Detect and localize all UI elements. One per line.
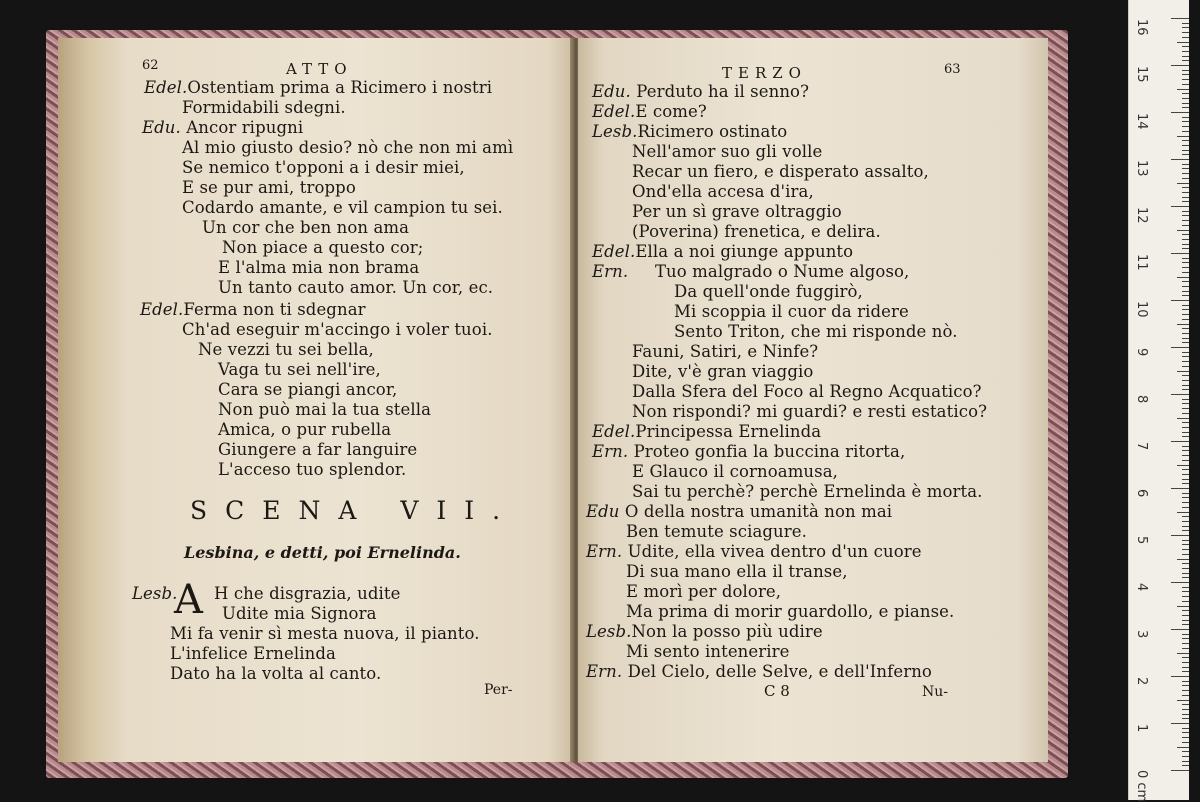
ruler-tick (1182, 267, 1189, 268)
ruler-tick (1182, 173, 1189, 174)
ruler-tick (1177, 136, 1189, 137)
ruler-tick (1182, 145, 1189, 146)
text-line: Di sua mano ella il transe, (626, 562, 848, 581)
ruler-tick (1182, 338, 1189, 339)
left-page-number: 62 (142, 58, 159, 73)
ruler-tick (1182, 432, 1189, 433)
ruler-tick (1182, 201, 1189, 202)
ruler-unit-label: 0 cm (1134, 770, 1149, 802)
text-line: Dite, v'è gran viaggio (632, 362, 814, 381)
ruler-tick (1182, 305, 1189, 306)
text-line: Edel.Principessa Ernelinda (592, 422, 822, 441)
ruler-tick (1182, 563, 1189, 564)
ruler-tick (1182, 244, 1189, 245)
ruler-tick (1182, 436, 1189, 437)
ruler-tick (1182, 667, 1189, 668)
text-line: Edel.Ostentiam prima a Ricimero i nostri (144, 78, 493, 97)
ruler-tick (1182, 258, 1189, 259)
ruler-label: 3 (1134, 630, 1149, 639)
ruler-tick (1182, 51, 1189, 52)
text-line: Non piace a questo cor; (222, 238, 424, 257)
text-line: L'acceso tuo splendor. (218, 460, 407, 479)
text-line: Ond'ella accesa d'ira, (632, 182, 814, 201)
text-line: Edu. Ancor ripugni (142, 118, 304, 137)
ruler-tick (1182, 164, 1189, 165)
text-line: Ern. Tuo malgrado o Nume algoso, (592, 262, 910, 281)
ruler-tick (1182, 389, 1189, 390)
text-line: H che disgrazia, udite (214, 584, 401, 603)
ruler-tick (1182, 549, 1189, 550)
text-line: Per un sì grave oltraggio (632, 202, 842, 221)
text-line: Non può mai la tua stella (218, 400, 432, 419)
left-catchword: Per- (484, 682, 513, 698)
ruler-tick (1177, 183, 1189, 184)
left-page (58, 38, 574, 762)
ruler-tick (1182, 479, 1189, 480)
ruler-label: 4 (1134, 583, 1149, 592)
ruler-tick (1182, 225, 1189, 226)
text-line: Recar un fiero, e disperato assalto, (632, 162, 929, 181)
ruler-tick (1182, 215, 1189, 216)
ruler-tick (1171, 676, 1189, 677)
ruler-tick (1171, 18, 1189, 19)
ruler-tick (1177, 700, 1189, 701)
ruler-tick (1182, 507, 1189, 508)
ruler-tick (1182, 84, 1189, 85)
ruler-tick (1182, 234, 1189, 235)
ruler-tick (1182, 502, 1189, 503)
ruler-tick (1182, 220, 1189, 221)
ruler-tick (1182, 248, 1189, 249)
text-line: Mi scoppia il cuor da ridere (674, 302, 909, 321)
ruler-tick (1182, 27, 1189, 28)
text-line: (Poverina) frenetica, e delira. (632, 222, 881, 241)
ruler-tick (1177, 42, 1189, 43)
ruler-tick (1182, 422, 1189, 423)
ruler-tick (1182, 460, 1189, 461)
ruler-tick (1182, 554, 1189, 555)
ruler-label: 12 (1134, 207, 1149, 224)
ruler-tick (1177, 418, 1189, 419)
ruler-label: 13 (1134, 160, 1149, 177)
ruler-tick (1182, 98, 1189, 99)
text-line: Un cor che ben non ama (202, 218, 410, 237)
text-line: Fauni, Satiri, e Ninfe? (632, 342, 819, 361)
ruler-tick (1182, 314, 1189, 315)
ruler-tick (1182, 732, 1189, 733)
ruler-tick (1182, 761, 1189, 762)
ruler-tick (1182, 742, 1189, 743)
text-line: Edu O della nostra umanità non mai (586, 502, 893, 521)
ruler-tick (1182, 56, 1189, 57)
ruler-tick (1177, 277, 1189, 278)
ruler-tick (1182, 450, 1189, 451)
text-line: Giungere a far languire (218, 440, 418, 459)
ruler-tick (1182, 154, 1189, 155)
ruler-tick (1182, 662, 1189, 663)
ruler-tick (1182, 446, 1189, 447)
ruler-label: 11 (1134, 254, 1149, 271)
right-page-number: 63 (944, 62, 961, 77)
text-line: Edel.Ferma non ti sdegnar (140, 300, 366, 319)
ruler-tick (1182, 751, 1189, 752)
ruler-tick (1182, 596, 1189, 597)
ruler-tick (1182, 530, 1189, 531)
right-running-head: TERZO (722, 64, 807, 82)
ruler-tick (1177, 747, 1189, 748)
ruler-tick (1182, 74, 1189, 75)
ruler-tick (1177, 653, 1189, 654)
ruler-tick (1182, 493, 1189, 494)
text-line: Mi sento intenerire (626, 642, 790, 661)
ruler-tick (1177, 606, 1189, 607)
text-line: Lesb. (132, 584, 178, 603)
ruler-label: 9 (1134, 348, 1149, 357)
ruler-tick (1182, 728, 1189, 729)
text-line: Udite mia Signora (222, 604, 377, 623)
text-line: Sento Triton, che mi risponde nò. (674, 322, 958, 341)
text-line: Formidabili sdegni. (182, 98, 346, 117)
ruler-tick (1182, 178, 1189, 179)
ruler-tick (1182, 756, 1189, 757)
ruler-tick (1171, 65, 1189, 66)
ruler-tick (1182, 709, 1189, 710)
ruler-tick (1182, 286, 1189, 287)
signature-mark: C 8 (764, 682, 790, 700)
text-line: Da quell'onde fuggirò, (674, 282, 863, 301)
ruler-tick (1182, 79, 1189, 80)
ruler-tick (1171, 582, 1189, 583)
text-line: Ben temute sciagure. (626, 522, 807, 541)
ruler-tick (1171, 159, 1189, 160)
text-line: Vaga tu sei nell'ire, (218, 360, 381, 379)
ruler-tick (1182, 408, 1189, 409)
ruler-tick (1182, 366, 1189, 367)
ruler-tick (1182, 601, 1189, 602)
text-line: Codardo amante, e vil campion tu sei. (182, 198, 503, 217)
ruler-label: 1 (1134, 724, 1149, 733)
ruler-tick (1171, 394, 1189, 395)
ruler-tick (1182, 568, 1189, 569)
text-line: Lesb.Ricimero ostinato (592, 122, 788, 141)
ruler-tick (1177, 371, 1189, 372)
text-line: Ne vezzi tu sei bella, (198, 340, 374, 359)
ruler-tick (1182, 385, 1189, 386)
ruler-tick (1182, 140, 1189, 141)
text-line: Edel.Ella a noi giunge appunto (592, 242, 854, 261)
scene-cast: Lesbina, e detti, poi Ernelinda. (184, 543, 461, 562)
ruler-tick (1182, 718, 1189, 719)
ruler-tick (1182, 352, 1189, 353)
text-line: Ch'ad eseguir m'accingo i voler tuoi. (182, 320, 493, 339)
text-line: Dato ha la volta al canto. (170, 664, 382, 683)
ruler-tick (1171, 300, 1189, 301)
ruler-tick (1182, 634, 1189, 635)
ruler-tick (1182, 187, 1189, 188)
ruler-tick (1182, 197, 1189, 198)
text-line: Mi fa venir sì mesta nuova, il pianto. (170, 624, 480, 643)
ruler-tick (1182, 544, 1189, 545)
ruler-tick (1171, 206, 1189, 207)
ruler-label: 15 (1134, 66, 1149, 83)
ruler-tick (1182, 573, 1189, 574)
ruler-tick (1182, 577, 1189, 578)
ruler-tick (1182, 333, 1189, 334)
ruler-tick (1182, 427, 1189, 428)
text-line: Cara se piangi ancor, (218, 380, 398, 399)
ruler-tick (1182, 262, 1189, 263)
ruler-tick (1182, 150, 1189, 151)
ruler-tick (1182, 615, 1189, 616)
ruler-tick (1171, 253, 1189, 254)
ruler-label: 7 (1134, 442, 1149, 451)
measuring-ruler (1128, 0, 1189, 800)
left-running-head: ATTO (286, 60, 353, 78)
text-line: Amica, o pur rubella (218, 420, 392, 439)
text-line: Dalla Sfera del Foco al Regno Acquatico? (632, 382, 982, 401)
ruler-tick (1182, 403, 1189, 404)
right-page (578, 38, 1048, 762)
ruler-tick (1177, 230, 1189, 231)
ruler-tick (1182, 399, 1189, 400)
ruler-label: 2 (1134, 677, 1149, 686)
ruler-tick (1182, 93, 1189, 94)
ruler-tick (1171, 629, 1189, 630)
ruler-tick (1182, 361, 1189, 362)
ruler-tick (1182, 342, 1189, 343)
ruler-tick (1182, 521, 1189, 522)
ruler-tick (1177, 324, 1189, 325)
ruler-tick (1182, 328, 1189, 329)
ruler-tick (1182, 469, 1189, 470)
ruler-tick (1182, 483, 1189, 484)
ruler-tick (1182, 690, 1189, 691)
text-line: E Glauco il cornoamusa, (632, 462, 839, 481)
text-line: Lesb.Non la posso più udire (586, 622, 823, 641)
ruler-tick (1171, 347, 1189, 348)
ruler-tick (1182, 526, 1189, 527)
ruler-tick (1182, 168, 1189, 169)
ruler-tick (1182, 309, 1189, 310)
ruler-tick (1182, 516, 1189, 517)
ruler-tick (1171, 488, 1189, 489)
right-catchword: Nu- (922, 684, 948, 700)
ruler-tick (1182, 131, 1189, 132)
ruler-tick (1182, 272, 1189, 273)
ruler-tick (1182, 714, 1189, 715)
scene-title: SCENA VII. (190, 496, 519, 525)
ruler-label: 6 (1134, 489, 1149, 498)
ruler-tick (1182, 657, 1189, 658)
ruler-tick (1182, 121, 1189, 122)
text-line: L'infelice Ernelinda (170, 644, 336, 663)
ruler-tick (1182, 648, 1189, 649)
ruler-tick (1182, 37, 1189, 38)
ruler-tick (1177, 89, 1189, 90)
ruler-label: 5 (1134, 536, 1149, 545)
ruler-tick (1182, 624, 1189, 625)
ruler-tick (1182, 239, 1189, 240)
ruler-label: 16 (1134, 19, 1149, 36)
ruler-tick (1182, 380, 1189, 381)
ruler-tick (1182, 375, 1189, 376)
ruler-tick (1182, 46, 1189, 47)
ruler-tick (1182, 192, 1189, 193)
ruler-tick (1182, 413, 1189, 414)
ruler-tick (1182, 620, 1189, 621)
drop-cap: A (174, 577, 203, 623)
text-line: Non rispondi? mi guardi? e resti estatico? (632, 402, 988, 421)
ruler-tick (1182, 126, 1189, 127)
ruler-tick (1182, 32, 1189, 33)
ruler-tick (1182, 610, 1189, 611)
text-line: Ern. Udite, ella vivea dentro d'un cuore (586, 542, 922, 561)
text-line: Un tanto cauto amor. Un cor, ec. (218, 278, 494, 297)
ruler-label: 8 (1134, 395, 1149, 404)
ruler-tick (1182, 70, 1189, 71)
ruler-tick (1182, 281, 1189, 282)
text-line: Se nemico t'opponi a i desir miei, (182, 158, 465, 177)
ruler-tick (1171, 723, 1189, 724)
ruler-tick (1182, 671, 1189, 672)
ruler-tick (1171, 112, 1189, 113)
ruler-tick (1171, 770, 1189, 771)
ruler-tick (1171, 441, 1189, 442)
text-line: E l'alma mia non brama (218, 258, 420, 277)
ruler-tick (1182, 60, 1189, 61)
ruler-label: 10 (1134, 301, 1149, 318)
text-line: Al mio giusto desio? nò che non mi amì (182, 138, 514, 157)
ruler-tick (1182, 591, 1189, 592)
ruler-tick (1177, 559, 1189, 560)
ruler-tick (1182, 474, 1189, 475)
ruler-label: 14 (1134, 113, 1149, 130)
text-line: Ern. Proteo gonfia la buccina ritorta, (592, 442, 906, 461)
text-line: Ern. Del Cielo, delle Selve, e dell'Inferno (586, 662, 932, 681)
ruler-tick (1182, 737, 1189, 738)
ruler-tick (1177, 465, 1189, 466)
ruler-tick (1182, 291, 1189, 292)
text-line: Ma prima di morir guardollo, e pianse. (626, 602, 955, 621)
ruler-tick (1182, 117, 1189, 118)
ruler-tick (1182, 643, 1189, 644)
ruler-tick (1182, 765, 1189, 766)
ruler-tick (1171, 535, 1189, 536)
ruler-tick (1182, 685, 1189, 686)
ruler-tick (1182, 455, 1189, 456)
text-line: E morì per dolore, (626, 582, 782, 601)
text-line: Edel.E come? (592, 102, 707, 121)
text-line: Edu. Perduto ha il senno? (592, 82, 810, 101)
ruler-tick (1182, 638, 1189, 639)
text-line: Nell'amor suo gli volle (632, 142, 823, 161)
ruler-tick (1182, 23, 1189, 24)
ruler-tick (1182, 356, 1189, 357)
ruler-tick (1182, 497, 1189, 498)
text-line: Sai tu perchè? perchè Ernelinda è morta. (632, 482, 983, 501)
ruler-tick (1182, 540, 1189, 541)
ruler-tick (1182, 103, 1189, 104)
ruler-tick (1177, 512, 1189, 513)
ruler-tick (1182, 704, 1189, 705)
ruler-tick (1182, 211, 1189, 212)
ruler-tick (1182, 681, 1189, 682)
ruler-tick (1182, 695, 1189, 696)
text-line: E se pur ami, troppo (182, 178, 356, 197)
ruler-tick (1182, 587, 1189, 588)
ruler-tick (1182, 107, 1189, 108)
ruler-tick (1182, 319, 1189, 320)
ruler-tick (1182, 295, 1189, 296)
